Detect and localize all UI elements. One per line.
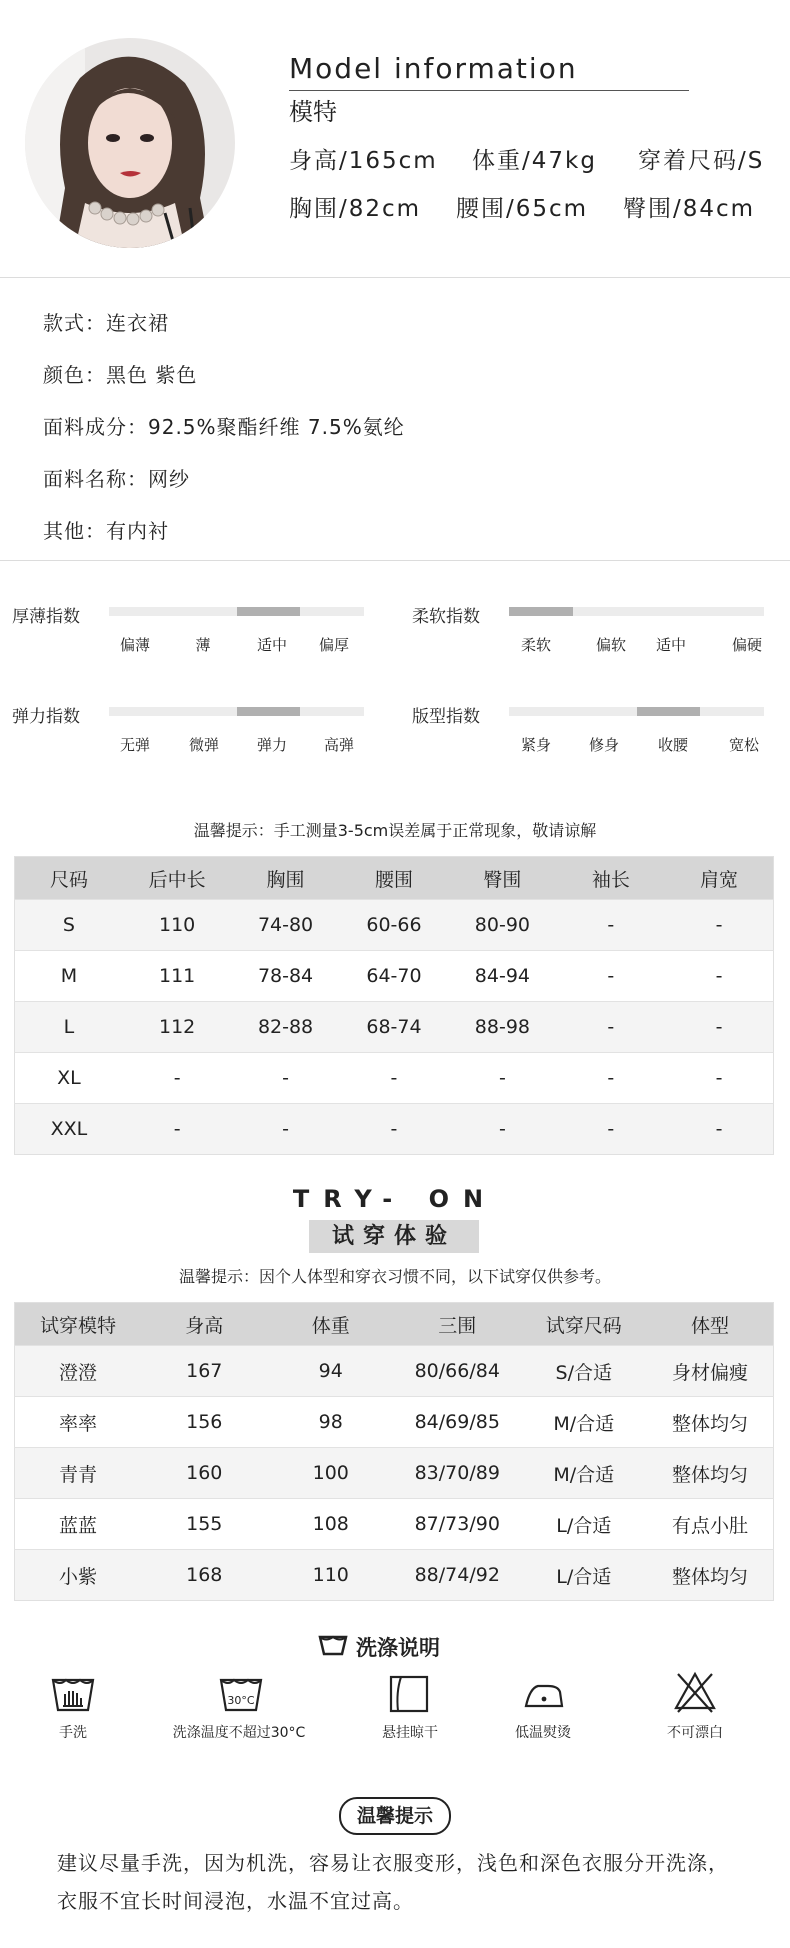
model-waist: 腰围/65cm (456, 196, 589, 222)
header-cell: 胸围 (231, 857, 339, 900)
table-cell: - (123, 1053, 231, 1104)
table-cell: 83/70/89 (394, 1448, 521, 1499)
header-cell: 尺码 (15, 857, 123, 900)
index-fill-softness (509, 607, 573, 616)
table-cell: 78-84 (231, 951, 339, 1002)
index-tick: 适中 (256, 636, 287, 654)
index-tick: 适中 (655, 636, 686, 654)
index-tick: 偏软 (595, 636, 626, 654)
table-cell: 87/73/90 (394, 1499, 521, 1550)
table-cell: - (557, 900, 665, 951)
table-cell: L/合适 (521, 1499, 648, 1550)
tryon-title: TRY- ON (292, 1185, 498, 1213)
index-tick: 薄 (195, 636, 211, 654)
index-tick: 高弹 (323, 736, 354, 754)
spec-other: 其他：有内衬 (43, 519, 169, 543)
care-label-no-bleach: 不可漂白 (667, 1725, 723, 1741)
table-cell: 澄澄 (15, 1346, 142, 1397)
table-cell: 110 (268, 1550, 395, 1601)
table-cell: 有点小肚 (647, 1499, 774, 1550)
index-tick: 修身 (588, 736, 619, 754)
header-cell: 试穿模特 (15, 1303, 142, 1346)
tryon-table-header (15, 1303, 774, 1346)
tryon-table (14, 1302, 774, 1601)
table-row (15, 951, 774, 1002)
tips-title: 温馨提示 (339, 1797, 451, 1835)
table-cell: 80-90 (448, 900, 556, 951)
table-cell: 168 (141, 1550, 268, 1601)
table-cell: 160 (141, 1448, 268, 1499)
table-cell: 青青 (15, 1448, 142, 1499)
index-fill-fit (637, 707, 700, 716)
index-fill-elasticity (237, 707, 300, 716)
model-weight: 体重/47kg (472, 148, 597, 174)
model-size: 穿着尺码/S (638, 148, 765, 174)
spec-style: 款式：连衣裙 (43, 311, 169, 335)
table-cell: 82-88 (231, 1002, 339, 1053)
header-cell: 肩宽 (665, 857, 773, 900)
table-cell: 88/74/92 (394, 1550, 521, 1601)
index-label-fit: 版型指数 (412, 707, 480, 727)
index-tick: 无弹 (119, 736, 150, 754)
tryon-badge: 试穿体验 (309, 1220, 479, 1253)
care-label-low-iron: 低温熨烫 (515, 1725, 571, 1741)
index-label-thickness: 厚薄指数 (12, 607, 80, 627)
table-cell: 84/69/85 (394, 1397, 521, 1448)
index-tick: 偏薄 (119, 636, 150, 654)
divider (0, 560, 790, 561)
model-height: 身高/165cm (289, 148, 438, 174)
table-cell: 68-74 (340, 1002, 448, 1053)
table-row (15, 1550, 774, 1601)
care-label-wash-30: 洗涤温度不超过30°C (172, 1725, 306, 1741)
table-cell: - (340, 1053, 448, 1104)
header-cell: 腰围 (340, 857, 448, 900)
header-cell: 试穿尺码 (521, 1303, 648, 1346)
table-cell: 率率 (15, 1397, 142, 1448)
table-cell: 84-94 (448, 951, 556, 1002)
index-tick: 偏厚 (318, 636, 349, 654)
table-cell: L (15, 1002, 123, 1053)
table-row (15, 1499, 774, 1550)
table-row (15, 900, 774, 951)
spec-color: 颜色：黑色 紫色 (43, 363, 198, 387)
divider (0, 277, 790, 278)
table-cell: - (123, 1104, 231, 1155)
table-cell: - (340, 1104, 448, 1155)
table-cell: M/合适 (521, 1397, 648, 1448)
header-cell: 臀围 (448, 857, 556, 900)
table-cell: 112 (123, 1002, 231, 1053)
table-cell: - (231, 1104, 339, 1155)
wash-30-text: 30°C (227, 1694, 255, 1707)
spec-fabric-name: 面料名称：网纱 (43, 467, 190, 491)
model-info-title: Model information (289, 52, 578, 85)
table-cell: 80/66/84 (394, 1346, 521, 1397)
index-track-elasticity (109, 707, 364, 716)
index-tick: 微弹 (188, 736, 219, 754)
table-cell: 94 (268, 1346, 395, 1397)
washing-title: 洗涤说明 (356, 1636, 440, 1660)
size-note: 温馨提示：手工测量3-5cm误差属于正常现象，敬请谅解 (193, 821, 597, 840)
model-bust: 胸围/82cm (289, 196, 422, 222)
hang-dry-icon (384, 1672, 434, 1716)
index-fill-thickness (237, 607, 300, 616)
table-cell: 60-66 (340, 900, 448, 951)
wash-30-icon (216, 1672, 266, 1716)
table-row (15, 1002, 774, 1053)
index-tick: 偏硬 (731, 636, 762, 654)
table-cell: S (15, 900, 123, 951)
wash-basin-icon (318, 1633, 348, 1657)
table-cell: 156 (141, 1397, 268, 1448)
table-cell: 111 (123, 951, 231, 1002)
table-cell: 108 (268, 1499, 395, 1550)
size-table-header (15, 857, 774, 900)
low-iron-icon (518, 1672, 568, 1716)
hand-wash-icon (48, 1672, 98, 1716)
header-cell: 体重 (268, 1303, 395, 1346)
table-cell: 身材偏瘦 (647, 1346, 774, 1397)
table-cell: 167 (141, 1346, 268, 1397)
table-cell: - (448, 1104, 556, 1155)
index-tick: 柔软 (520, 636, 551, 654)
header-cell: 三围 (394, 1303, 521, 1346)
index-label-softness: 柔软指数 (412, 607, 480, 627)
model-photo (25, 38, 235, 248)
table-cell: - (557, 1104, 665, 1155)
header-cell: 身高 (141, 1303, 268, 1346)
table-cell: XXL (15, 1104, 123, 1155)
size-table (14, 856, 774, 1155)
table-row (15, 1104, 774, 1155)
table-cell: - (665, 1053, 773, 1104)
model-hip: 臀围/84cm (623, 196, 756, 222)
table-cell: 整体均匀 (647, 1397, 774, 1448)
index-track-softness (509, 607, 764, 616)
table-cell: 155 (141, 1499, 268, 1550)
table-cell: 88-98 (448, 1002, 556, 1053)
table-cell: - (665, 951, 773, 1002)
table-cell: - (665, 900, 773, 951)
table-cell: - (665, 1104, 773, 1155)
table-row (15, 1448, 774, 1499)
table-cell: 整体均匀 (647, 1448, 774, 1499)
header-cell: 体型 (647, 1303, 774, 1346)
care-label-hang-dry: 悬挂晾干 (382, 1725, 438, 1741)
no-bleach-icon (670, 1668, 720, 1712)
table-cell: L/合适 (521, 1550, 648, 1601)
table-cell: - (448, 1053, 556, 1104)
table-cell: - (231, 1053, 339, 1104)
table-cell: XL (15, 1053, 123, 1104)
index-track-thickness (109, 607, 364, 616)
table-row (15, 1053, 774, 1104)
table-cell: 蓝蓝 (15, 1499, 142, 1550)
model-title-underline (289, 90, 689, 91)
table-cell: 74-80 (231, 900, 339, 951)
index-tick: 紧身 (520, 736, 551, 754)
care-label-hand-wash: 手洗 (59, 1725, 87, 1741)
table-cell: 98 (268, 1397, 395, 1448)
model-subtitle: 模特 (289, 98, 337, 126)
table-cell: - (557, 1002, 665, 1053)
index-tick: 弹力 (256, 736, 287, 754)
table-cell: M (15, 951, 123, 1002)
index-track-fit (509, 707, 764, 716)
table-cell: 110 (123, 900, 231, 951)
table-cell: - (665, 1002, 773, 1053)
table-row (15, 1346, 774, 1397)
table-cell: 64-70 (340, 951, 448, 1002)
table-cell: M/合适 (521, 1448, 648, 1499)
table-row (15, 1397, 774, 1448)
tryon-note: 温馨提示：因个人体型和穿衣习惯不同，以下试穿仅供参考。 (178, 1267, 611, 1286)
spec-fabric-composition: 面料成分：92.5%聚酯纤维 7.5%氨纶 (43, 415, 405, 439)
index-label-elasticity: 弹力指数 (12, 707, 80, 727)
header-cell: 袖长 (557, 857, 665, 900)
table-cell: S/合适 (521, 1346, 648, 1397)
table-cell: - (557, 1053, 665, 1104)
tips-text: 建议尽量手洗，因为机洗，容易让衣服变形，浅色和深色衣服分开洗涤，衣服不宜长时间浸泡，水温不宜过高。 (57, 1851, 729, 1913)
table-cell: 整体均匀 (647, 1550, 774, 1601)
index-tick: 收腰 (657, 736, 688, 754)
table-cell: 100 (268, 1448, 395, 1499)
table-cell: - (557, 951, 665, 1002)
index-tick: 宽松 (728, 736, 759, 754)
table-cell: 小紫 (15, 1550, 142, 1601)
header-cell: 后中长 (123, 857, 231, 900)
